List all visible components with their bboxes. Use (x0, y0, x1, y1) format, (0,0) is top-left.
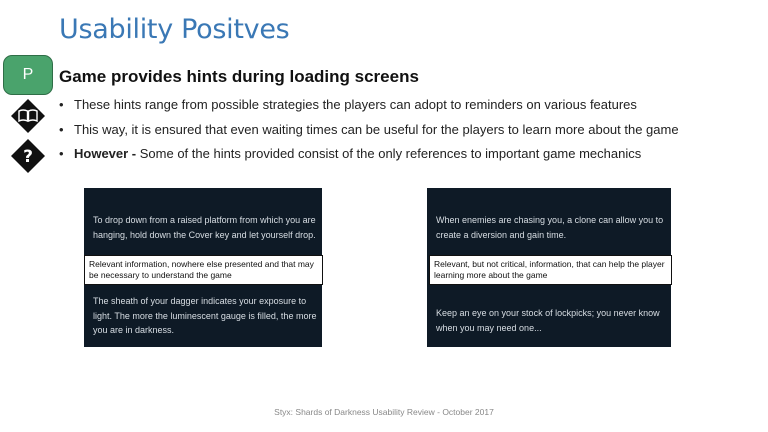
bullet-item: • These hints range from possible strategies the players can adopt to reminders on various features (59, 96, 759, 121)
hint-text: When enemies are chasing you, a clone can allow you to create a diversion and gain time. (436, 215, 664, 240)
question-icon (11, 139, 45, 173)
annotation-box: Relevant, but not critical, information, that can help the player learning more about the game (429, 255, 672, 285)
bullet-item-however (59, 145, 759, 170)
footer: Styx: Shards of Darkness Usability Review - October 2017 (274, 407, 494, 417)
bullet-list (59, 96, 759, 170)
however-text: Some of the hints provided consist of the only references to important game mechanics (136, 146, 642, 161)
slide-title: Usability Positves (59, 14, 290, 45)
positive-badge (3, 55, 53, 95)
hint-text: To drop down from a raised platform from which you are hanging, hold down the Cover key and let yourself drop. (93, 215, 316, 240)
however-label: However - (74, 146, 137, 161)
book-icon (11, 99, 45, 133)
hint-text: The sheath of your dagger indicates your exposure to light. The more the luminescent gauge is filled, the more you are in darkness. (93, 296, 317, 335)
badge-letter: P (22, 66, 34, 83)
bullet-item: • This way, it is ensured that even waiting times can be useful for the players to learn more about the game (59, 121, 759, 146)
annotation-box: Relevant information, nowhere else presented and that may be necessary to understand the game (84, 255, 323, 285)
svg-text:?: ? (23, 147, 33, 167)
section-heading: Game provides hints during loading screens (59, 67, 419, 86)
hint-text: Keep an eye on your stock of lockpicks; you never know when you may need one... (436, 308, 660, 333)
